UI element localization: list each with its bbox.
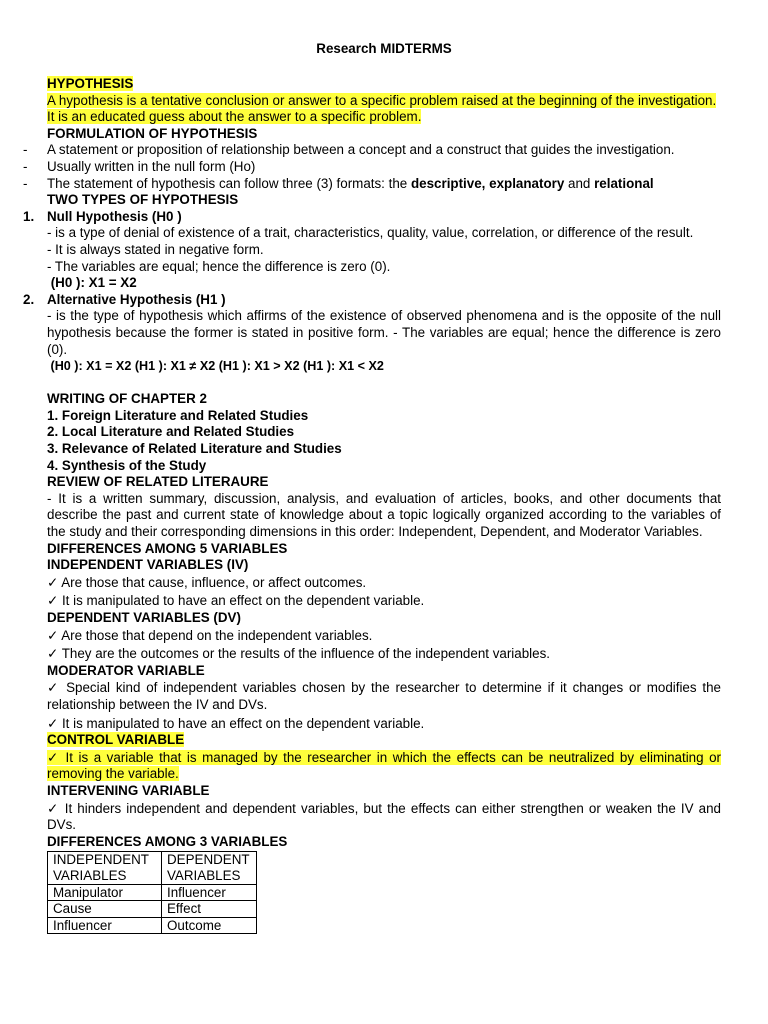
table-header-row <box>48 852 257 884</box>
chapter2-item-4: 4. Synthesis of the Study <box>47 457 207 473</box>
alternative-hypothesis-heading: Alternative Hypothesis (H1 ) <box>47 291 226 307</box>
header-text: DEPENDENT <box>167 852 250 868</box>
bullet-marker: - <box>23 158 28 174</box>
list-item <box>23 175 721 193</box>
list-number: 1. <box>23 208 35 224</box>
dv-item-1: ✓ Are those that depend on the independent variables. <box>47 627 373 643</box>
chapter2-item-2: 2. Local Literature and Related Studies <box>47 424 295 440</box>
table-cell: Influencer <box>48 917 162 934</box>
null-hypothesis-line-3: - The variables are equal; hence the difference is zero (0). <box>47 258 391 274</box>
variables-table <box>47 851 257 934</box>
iv-item-1: ✓ Are those that cause, influence, or affect outcomes. <box>47 574 367 590</box>
table-header-cell <box>162 852 257 884</box>
iv-heading: INDEPENDENT VARIABLES (IV) <box>47 557 249 573</box>
header-text: VARIABLES <box>53 867 127 883</box>
formulation-heading: FORMULATION OF HYPOTHESIS <box>47 125 258 141</box>
table-header-cell <box>48 852 162 884</box>
header-text: VARIABLES <box>167 867 241 883</box>
control-heading: CONTROL VARIABLE <box>47 732 185 748</box>
hypothesis-heading: HYPOTHESIS <box>47 76 134 91</box>
chapter2-item-3: 3. Relevance of Related Literature and Studies <box>47 441 342 457</box>
control-text: ✓ It is a variable that is managed by the researcher in which the effects can be neutralized by eliminating or removing the variable. <box>47 749 721 782</box>
table-row <box>48 884 257 901</box>
two-types-heading: TWO TYPES OF HYPOTHESIS <box>47 192 239 208</box>
alternative-hypothesis-formula: (H0 ): X1 = X2 (H1 ): X1 ≠ X2 (H1 ): X1 > X2 (H1 ): X1 < X2 <box>47 359 384 374</box>
differences3-heading: DIFFERENCES AMONG 3 VARIABLES <box>47 833 288 849</box>
null-hypothesis-section <box>23 208 721 226</box>
null-hypothesis-line-2: - It is always stated in negative form. <box>47 241 264 257</box>
formulation-bullet-1: A statement or proposition of relationship between a concept and a construct that guides the investigation. <box>47 142 675 158</box>
alternative-hypothesis-text: - is the type of hypothesis which affirms of the existence of observed phenomena and is the opposite of the null hypothesis because the former is stated in positive form. - The variables are equal; hence the difference is zero (0). <box>47 308 721 357</box>
table-cell: Influencer <box>162 884 257 901</box>
format-relational: relational <box>594 175 654 191</box>
null-hypothesis-line-1: - is a type of denial of existence of a trait, characteristics, quality, value, correlation, or difference of the result. <box>47 225 694 241</box>
formulation-bullet-3-and: and <box>564 175 595 191</box>
differences5-heading: DIFFERENCES AMONG 5 VARIABLES <box>47 540 288 556</box>
chapter2-heading: WRITING OF CHAPTER 2 <box>47 391 207 407</box>
dv-heading: DEPENDENT VARIABLES (DV) <box>47 610 241 625</box>
hypothesis-educated-guess: It is an educated guess about the answer to a specific problem. <box>47 109 422 125</box>
intervening-text: ✓ It hinders independent and dependent variables, but the effects can either strengthen or weaken the IV and DVs. <box>47 800 721 833</box>
table-row <box>48 917 257 934</box>
hypothesis-definition: A hypothesis is a tentative conclusion or answer to a specific problem raised at the beginning of the investigation. <box>47 92 717 108</box>
table-row <box>48 901 257 918</box>
header-text: INDEPENDENT <box>53 852 149 868</box>
list-item <box>23 142 721 159</box>
format-descriptive-explanatory: descriptive, explanatory <box>410 175 565 191</box>
null-hypothesis-formula: (H0 ): X1 = X2 <box>47 275 137 291</box>
moderator-heading: MODERATOR VARIABLE <box>47 662 205 678</box>
moderator-item-1: ✓ Special kind of independent variables chosen by the researcher to determine if it changes or modifies the relationship between the IV and DVs. <box>47 680 721 712</box>
table-cell: Manipulator <box>48 884 162 901</box>
bullet-marker: - <box>23 142 28 158</box>
chapter2-item-1: 1. Foreign Literature and Related Studies <box>47 407 309 423</box>
null-hypothesis-heading: Null Hypothesis (H0 ) <box>47 208 182 224</box>
moderator-item-2: ✓ It is manipulated to have an effect on the dependent variable. <box>47 715 425 731</box>
review-text: - It is a written summary, discussion, analysis, and evaluation of articles, books, and other documents that describe the past and current state of knowledge about a topic logically organized according to the variables of the study and their corresponding dimensions in this order: Independent, Dependent, and Moderator Variables. <box>47 490 721 540</box>
review-heading: REVIEW OF RELATED LITERAURE <box>47 474 269 490</box>
intervening-heading: INTERVENING VARIABLE <box>47 782 210 798</box>
table-cell: Outcome <box>162 917 257 934</box>
dv-item-2: ✓ They are the outcomes or the results of the influence of the independent variables. <box>47 646 551 662</box>
formulation-bullet-3 <box>47 176 721 193</box>
document-body <box>23 76 721 934</box>
iv-item-2: ✓ It is manipulated to have an effect on the dependent variable. <box>47 593 425 609</box>
alternative-hypothesis-section <box>23 291 721 309</box>
bullet-marker: - <box>23 175 28 191</box>
page-title: Research MIDTERMS <box>316 41 452 56</box>
table-cell: Cause <box>48 901 162 918</box>
list-item <box>23 158 721 176</box>
table-cell: Effect <box>162 901 257 918</box>
formulation-bullet-2: Usually written in the null form (Ho) <box>47 158 256 174</box>
formulation-bullet-3-text: The statement of hypothesis can follow three (3) formats: the <box>47 175 411 191</box>
list-number: 2. <box>23 291 35 307</box>
